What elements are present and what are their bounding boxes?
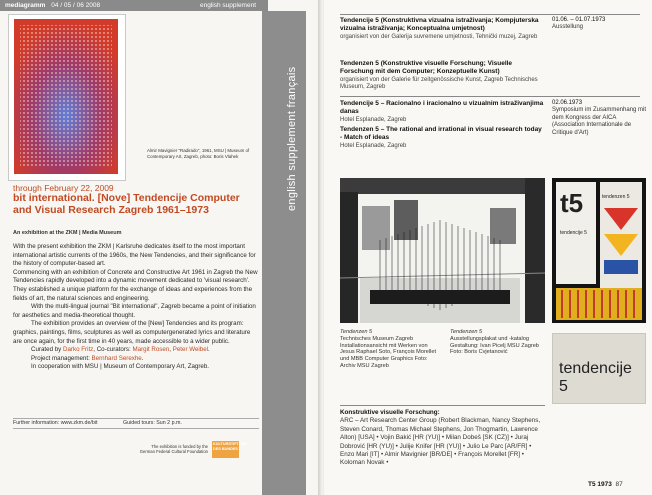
credits-curators: Curated by Darko Fritz, Co-curators: Margit Rosen, Peter Weibel. [31, 346, 210, 354]
entry-4: Tendenzen 5 – The rational and irrational in visual research today - Match of ideas Hotel Esplanade, Zagreb [340, 126, 542, 149]
supplement-label: english supplement [200, 2, 257, 9]
date-2: 02.06.1973 Symposium im Zusammenhang mit dem Kongress der AICA (Association Internationale de Critique d'Art) [552, 100, 647, 136]
date-1: 01.06. – 01.07.1973 Ausstellung [552, 17, 606, 31]
article-body [13, 243, 259, 372]
divider [340, 96, 640, 97]
right-page [324, 0, 652, 495]
exhibition-poster [552, 178, 646, 323]
paragraph: Commencing with an exhibition of Concrete and Constructive Art 1961 in Zagreb the New Tendencies rapidly developed into a dynamic movement dedicated to 'visual research'. They established a unique platform for the exchange of ideas and experiences from the fields of art, the natural sciences and engineering. [13, 268, 258, 302]
entry-1: Tendencije 5 (Konstruktivna vizualna istraživanja; Kompjuterska vizualna istraživanja; Konceptualna umjetnost) organisiert von der Galerija suvremene umjetnosti, Tehnički muzej, Zagreb [340, 17, 539, 40]
paragraph: With the multi-lingual journal "Bit international", Zagreb became a point of initiation for aesthetics and media-theoretical thought. [13, 303, 256, 319]
issue-date: 04 / 05 / 06 2008 [51, 2, 101, 9]
credits-cooperation: In cooperation with MSU | Museum of Contemporary Art, Zagreb. [31, 363, 210, 371]
exhibition-title: bit international. [Nove] Tendencije Computer and Visual Research Zagreb 1961–1973 [13, 192, 240, 216]
page-number: 87 [615, 481, 623, 488]
catalog-cover [552, 333, 646, 404]
brand: mediagramm [5, 2, 46, 9]
website-link[interactable]: Further information: www.zkm.de/bit [13, 420, 98, 426]
left-page [0, 0, 322, 495]
entry-3: Tendencije 5 – Racionalno i iracionalno u vizualnim istraživanjima danas Hotel Esplanade, Zagreb [340, 100, 544, 123]
paragraph: The exhibition provides an overview of the [New] Tendencies and its program: graphics, paintings, films, sculptures as well as computergenerated lyrics and literature are once again, for the first time in 40 years, made accessible to a wider public. [13, 320, 251, 345]
installation-photo [340, 178, 545, 323]
divider [340, 405, 545, 406]
entry-2: Tendenzen 5 (Konstruktive visuelle Forschung; Visuelle Forschung mit dem Computer; Konzeptuelle Kunst) organisiert von der Galerie für zeitgenössische Kunst, Zagreb Technisches Museum, Zagreb [340, 60, 538, 91]
exhibition-subtitle: An exhibition at the ZKM | Media Museum [13, 230, 122, 236]
folio: T5 1973 87 [588, 481, 623, 488]
divider [340, 14, 640, 15]
poster-title: t5 [560, 188, 584, 218]
side-strip-text: english supplement français [286, 66, 298, 211]
photo-caption-2: Tendenzen 5 Ausstellungsplakat und -katalog Gestaltung: Ivan Picelj MSU Zagreb Foto: Boris Cvjetanović [450, 329, 539, 356]
foundation-logo: KULTURSTIFTUNG DES BUNDES [212, 441, 239, 458]
paragraph: With the present exhibition the ZKM | Karlsruhe dedicates itself to the most important international artistic currents of the 1960s, the New Tendencies, and their significance for the history of computer-based art. [13, 243, 256, 268]
funding-note: The exhibition is funded by the German Federal Cultural Foundation [139, 444, 208, 455]
header-bar [0, 0, 268, 11]
poster-label: tendencije 5 [560, 230, 587, 236]
credits-management: Project management: Bernhard Serexhe. [31, 354, 144, 362]
photo-caption-1: Tendenzen 5 Technisches Museum Zagreb Installationsansicht mit Werken von Jesus Raphael Soto, François Morellet und MBB Computer Graphics Foto: Archiv MSU Zagreb [340, 329, 437, 369]
poster-label: tendenzen 5 [602, 194, 630, 200]
guided-tours: Guided tours: Sun 2 p.m. [123, 420, 182, 426]
artwork-image [14, 19, 118, 174]
artwork-caption: Almir Mavignier "Radirado", 1961, MSU | Museum of Contemporary Art, Zagreb, photo: Boris Vlahek [147, 148, 250, 159]
catalog-title: tendencije 5 [559, 360, 632, 395]
info-line [13, 418, 259, 429]
exhibition-dates: through February 22, 2009 [13, 183, 114, 193]
artist-list: Konstruktive visuelle Forschung: ARC – Art Research Center Group (Robert Blackman, Nancy Stephens, Steven Conard, Thomas Michael Stephens, Jon Thogmartin, Lawrence Alton) [USA] • Vojin Bakić [HR (YU)] • Milan Dobeš [SK (CZ)] • Juraj Dobrović [HR (YU)] • Julije Knifer [HR (YU)] • Julio Le Parc [AR/FR] • Enzo Mari [IT] • Almir Mavignier [BR/DE] • François Morellet [FR] • Koloman Novak • [340, 409, 541, 467]
